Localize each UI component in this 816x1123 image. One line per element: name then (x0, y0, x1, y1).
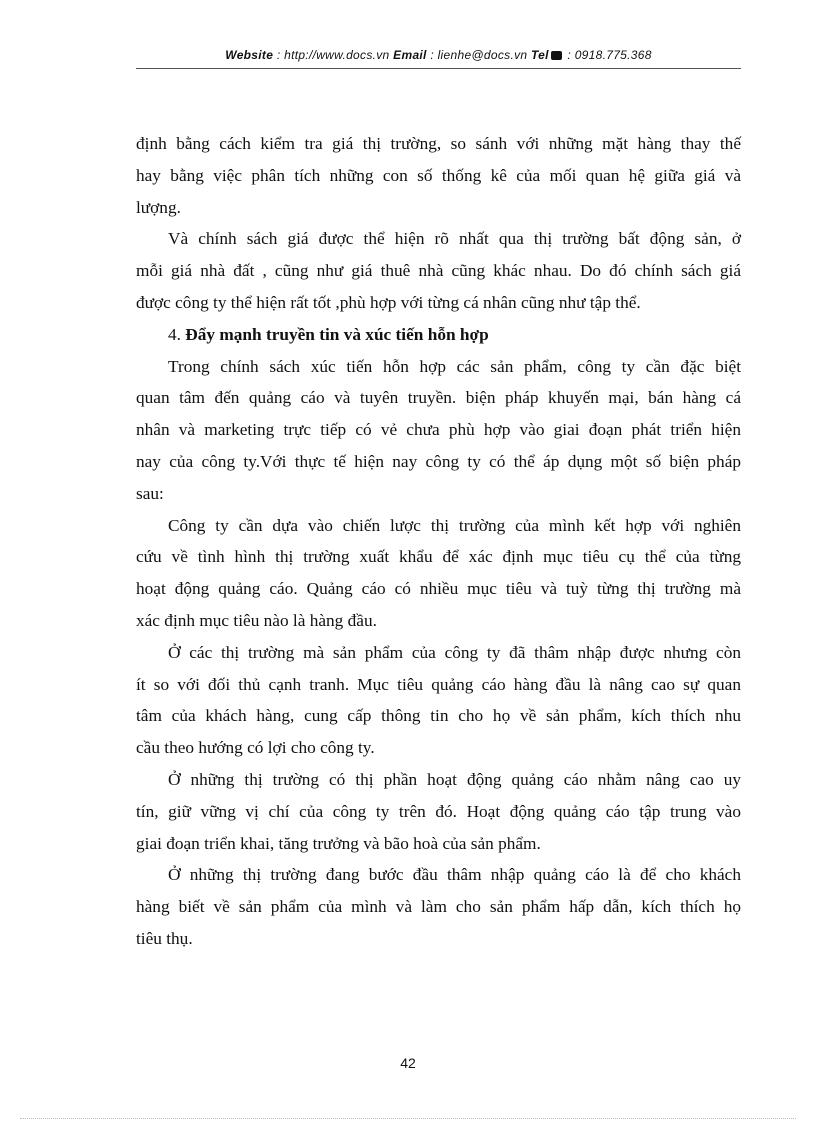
text-line (136, 828, 741, 860)
text-line (136, 605, 741, 637)
text-line (136, 859, 741, 891)
text-line (136, 669, 741, 701)
line-text: giai đoạn triển khai, tăng trưởng và bão hoà của sản phẩm. (136, 833, 541, 853)
line-text: hoạt động quảng cáo. Quảng cáo có nhiều mục tiêu và tuỳ từng thị trường mà (136, 579, 741, 599)
text-line (136, 160, 741, 192)
text-line (136, 192, 741, 224)
line-text: 4. (168, 324, 186, 344)
line-text: tâm của khách hàng, cung cấp thông tin cho họ về sản phẩm, kích thích nhu (136, 706, 741, 726)
tel-number: : 0918.775.368 (563, 48, 652, 62)
website-url: : http://www.docs.vn (273, 48, 394, 62)
section-heading: Đẩy mạnh truyền tin và xúc tiến hỗn hợp (185, 324, 489, 344)
text-line (136, 891, 741, 923)
line-text: được công ty thể hiện rất tốt ,phù hợp với từng cá nhân cũng như tập thể. (136, 292, 641, 312)
line-text: hay bằng việc phân tích những con số thống kê của mối quan hệ giữa giá và (136, 165, 741, 185)
page-bottom-border (20, 1118, 796, 1119)
text-line (136, 128, 741, 160)
line-text: hàng biết về sản phẩm của mình và làm cho sản phẩm hấp dẫn, kích thích họ (136, 897, 741, 917)
text-line (136, 510, 741, 542)
text-line (136, 446, 741, 478)
line-text: cầu theo hướng có lợi cho công ty. (136, 738, 375, 758)
line-text: mỗi giá nhà đất , cũng như giá thuê nhà cũng khác nhau. Do đó chính sách giá (136, 261, 741, 281)
text-line (136, 700, 741, 732)
line-text: định bằng cách kiểm tra giá thị trường, so sánh với những mặt hàng thay thế (136, 134, 741, 153)
line-text: ít so với đối thủ cạnh tranh. Mục tiêu quảng cáo hàng đầu là nâng cao sự quan (136, 674, 741, 694)
line-text: nay của công ty.Với thực tế hiện nay công ty có thể áp dụng một số biện pháp (136, 451, 741, 471)
header-rule (136, 68, 741, 69)
line-text: Công ty cần dựa vào chiến lược thị trường của mình kết hợp với nghiên (168, 515, 741, 535)
document-body (136, 128, 741, 955)
text-line (136, 255, 741, 287)
text-line (136, 923, 741, 955)
line-text: nhân và marketing trực tiếp có vẻ chưa phù hợp vào giai đoạn phát triển hiện (136, 420, 741, 440)
page-number: 42 (400, 1055, 416, 1071)
text-line (136, 573, 741, 605)
website-label: Website (225, 48, 274, 62)
line-text: quan tâm đến quảng cáo và tuyên truyền. biện pháp khuyến mại, bán hàng cá (136, 388, 741, 408)
line-text: Ở các thị trường mà sản phẩm của công ty đã thâm nhập được nhưng còn (168, 642, 741, 662)
line-text: tiêu thụ. (136, 928, 193, 948)
line-text: Ở những thị trường có thị phần hoạt động quảng cáo nhằm nâng cao uy (168, 769, 741, 789)
email-label: Email (393, 48, 427, 62)
text-line (136, 478, 741, 510)
text-line (136, 223, 741, 255)
text-line (136, 541, 741, 573)
text-line (136, 382, 741, 414)
line-text: Trong chính sách xúc tiến hỗn hợp các sản phẩm, công ty cần đặc biệt (168, 356, 741, 376)
text-line (136, 637, 741, 669)
text-line (136, 287, 741, 319)
text-line (136, 764, 741, 796)
text-line (136, 351, 741, 383)
line-text: Ở những thị trường đang bước đầu thâm nhập quảng cáo là để cho khách (168, 865, 741, 885)
text-line (136, 796, 741, 828)
page-header (136, 48, 741, 62)
text-line (136, 319, 741, 351)
line-text: lượng. (136, 197, 181, 217)
line-text: xác định mục tiêu nào là hàng đầu. (136, 610, 377, 630)
text-line (136, 414, 741, 446)
text-line (136, 732, 741, 764)
phone-icon (551, 51, 562, 60)
email-address: : lienhe@docs.vn (426, 48, 531, 62)
tel-label: Tel (531, 48, 549, 62)
line-text: sau: (136, 483, 164, 503)
line-text: Và chính sách giá được thể hiện rõ nhất qua thị trường bất động sản, ở (168, 229, 741, 249)
line-text: cứu về tình hình thị trường xuất khẩu để xác định mục tiêu cụ thể của từng (136, 547, 741, 567)
line-text: tín, giữ vững vị chí của công ty trên đó. Hoạt động quảng cáo tập trung vào (136, 801, 741, 821)
